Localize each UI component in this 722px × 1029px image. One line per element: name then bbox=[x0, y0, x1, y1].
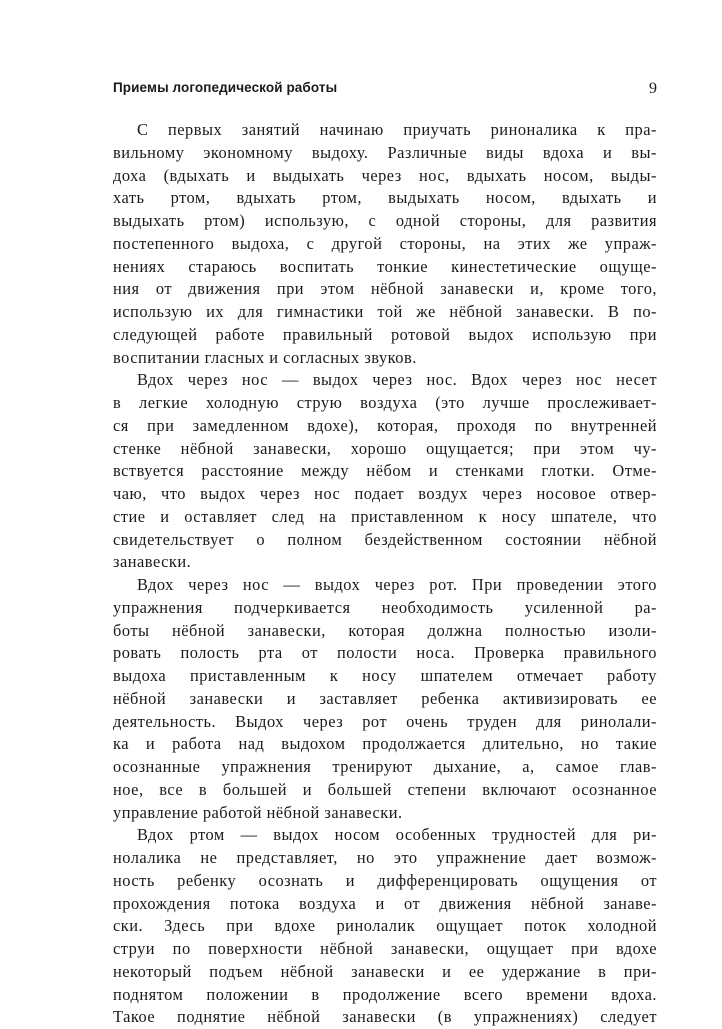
text-line: ся при замедленном вдохе), которая, проходя по внутренней bbox=[113, 415, 657, 435]
text-line: упражнения подчеркивается необходимость усиленной ра- bbox=[113, 597, 657, 617]
text-line: ность ребенку осознать и дифференцировать ощущения от bbox=[113, 870, 657, 890]
text-line: ния от движения при этом нёбной занавески и, кроме того, bbox=[113, 279, 657, 299]
page-number: 9 bbox=[649, 80, 657, 97]
text-line: воспитании гласных и согласных звуков. bbox=[113, 347, 417, 367]
text-line: в легкие холодную струю воздуха (это лучше прослеживает- bbox=[113, 393, 657, 412]
paragraph bbox=[113, 574, 657, 824]
text-line: боты нёбной занавески, которая должна полностью изоли- bbox=[113, 620, 657, 640]
text-line: хать ртом, вдыхать ртом, выдыхать носом, вдыхать и bbox=[113, 188, 657, 208]
text-line: ровать полость рта от полости носа. Проверка правильного bbox=[113, 643, 657, 663]
text-line: деятельность. Выдох через рот очень труден для ринолали- bbox=[113, 711, 657, 731]
text-line: прохождения потока воздуха и от движения нёбной занаве- bbox=[113, 893, 657, 913]
text-line: занавески. bbox=[113, 552, 192, 572]
text-line: свидетельствует о полном бездейственном состоянии нёбной bbox=[113, 529, 657, 549]
text-line: управление работой нёбной занавески. bbox=[113, 802, 403, 822]
text-line: стенке нёбной занавески, хорошо ощущается; при этом чу- bbox=[113, 438, 657, 458]
text-line: постепенного выдоха, с другой стороны, на этих же упраж- bbox=[113, 233, 657, 253]
paragraph bbox=[113, 369, 657, 574]
text-line: струи по поверхности нёбной занавески, ощущает при вдохе bbox=[113, 939, 657, 958]
text-line: использую их для гимнастики той же нёбной занавески. В по- bbox=[113, 302, 657, 321]
text-line: ное, все в большей и большей степени включают осознанное bbox=[113, 779, 657, 799]
text-line: вильному экономному выдоху. Различные виды вдоха и вы- bbox=[113, 142, 657, 162]
text-line: стие и оставляет след на приставленном к носу шпателе, что bbox=[113, 506, 657, 526]
text-line: выдоха приставленным к носу шпателем отмечает работу bbox=[113, 666, 657, 685]
text-line: Вдох через нос — выдох через рот. При проведении этого bbox=[137, 575, 657, 594]
text-line: нолалика не представляет, но это упражнение дает возмож- bbox=[113, 848, 657, 867]
running-title: Приемы логопедической работы bbox=[113, 80, 338, 95]
text-line: поднятом положении в продолжение всего времени вдоха. bbox=[113, 984, 657, 1004]
paragraph bbox=[113, 119, 657, 369]
paragraph bbox=[113, 824, 657, 1029]
text-line: доха (вдыхать и выдыхать через нос, вдыхать носом, выды- bbox=[113, 165, 657, 185]
text-line: выдыхать ртом) использую, с одной стороны, для развития bbox=[113, 211, 657, 230]
text-line: С первых занятий начинаю приучать риноналика к пра- bbox=[137, 120, 657, 139]
text-line: следующей работе правильный ротовой выдох использую при bbox=[113, 324, 657, 344]
text-line: ка и работа над выдохом продолжается длительно, но такие bbox=[113, 734, 657, 754]
text-line: нениях стараюсь воспитать тонкие кинестетические ощуще- bbox=[113, 256, 657, 276]
text-line: ски. Здесь при вдохе ринолалик ощущает поток холодной bbox=[113, 916, 657, 936]
text-line: некоторый подъем нёбной занавески и ее удержание в при- bbox=[113, 961, 657, 981]
text-line: вствуется расстояние между нёбом и стенками глотки. Отме- bbox=[113, 461, 657, 481]
text-line: Вдох через нос — выдох через нос. Вдох через нос несет bbox=[137, 370, 657, 390]
text-line: Вдох ртом — выдох носом особенных трудностей для ри- bbox=[137, 825, 657, 845]
body-text bbox=[113, 119, 657, 1029]
running-header bbox=[113, 80, 657, 102]
text-line: нёбной занавески и заставляет ребенка активизировать ее bbox=[113, 688, 657, 708]
text-line: чаю, что выдох через нос подает воздух через носовое отвер- bbox=[113, 484, 657, 503]
text-line: Такое поднятие нёбной занавески (в упражнениях) следует bbox=[113, 1007, 657, 1027]
text-line: осознанные упражнения тренируют дыхание, а, самое глав- bbox=[113, 757, 657, 776]
